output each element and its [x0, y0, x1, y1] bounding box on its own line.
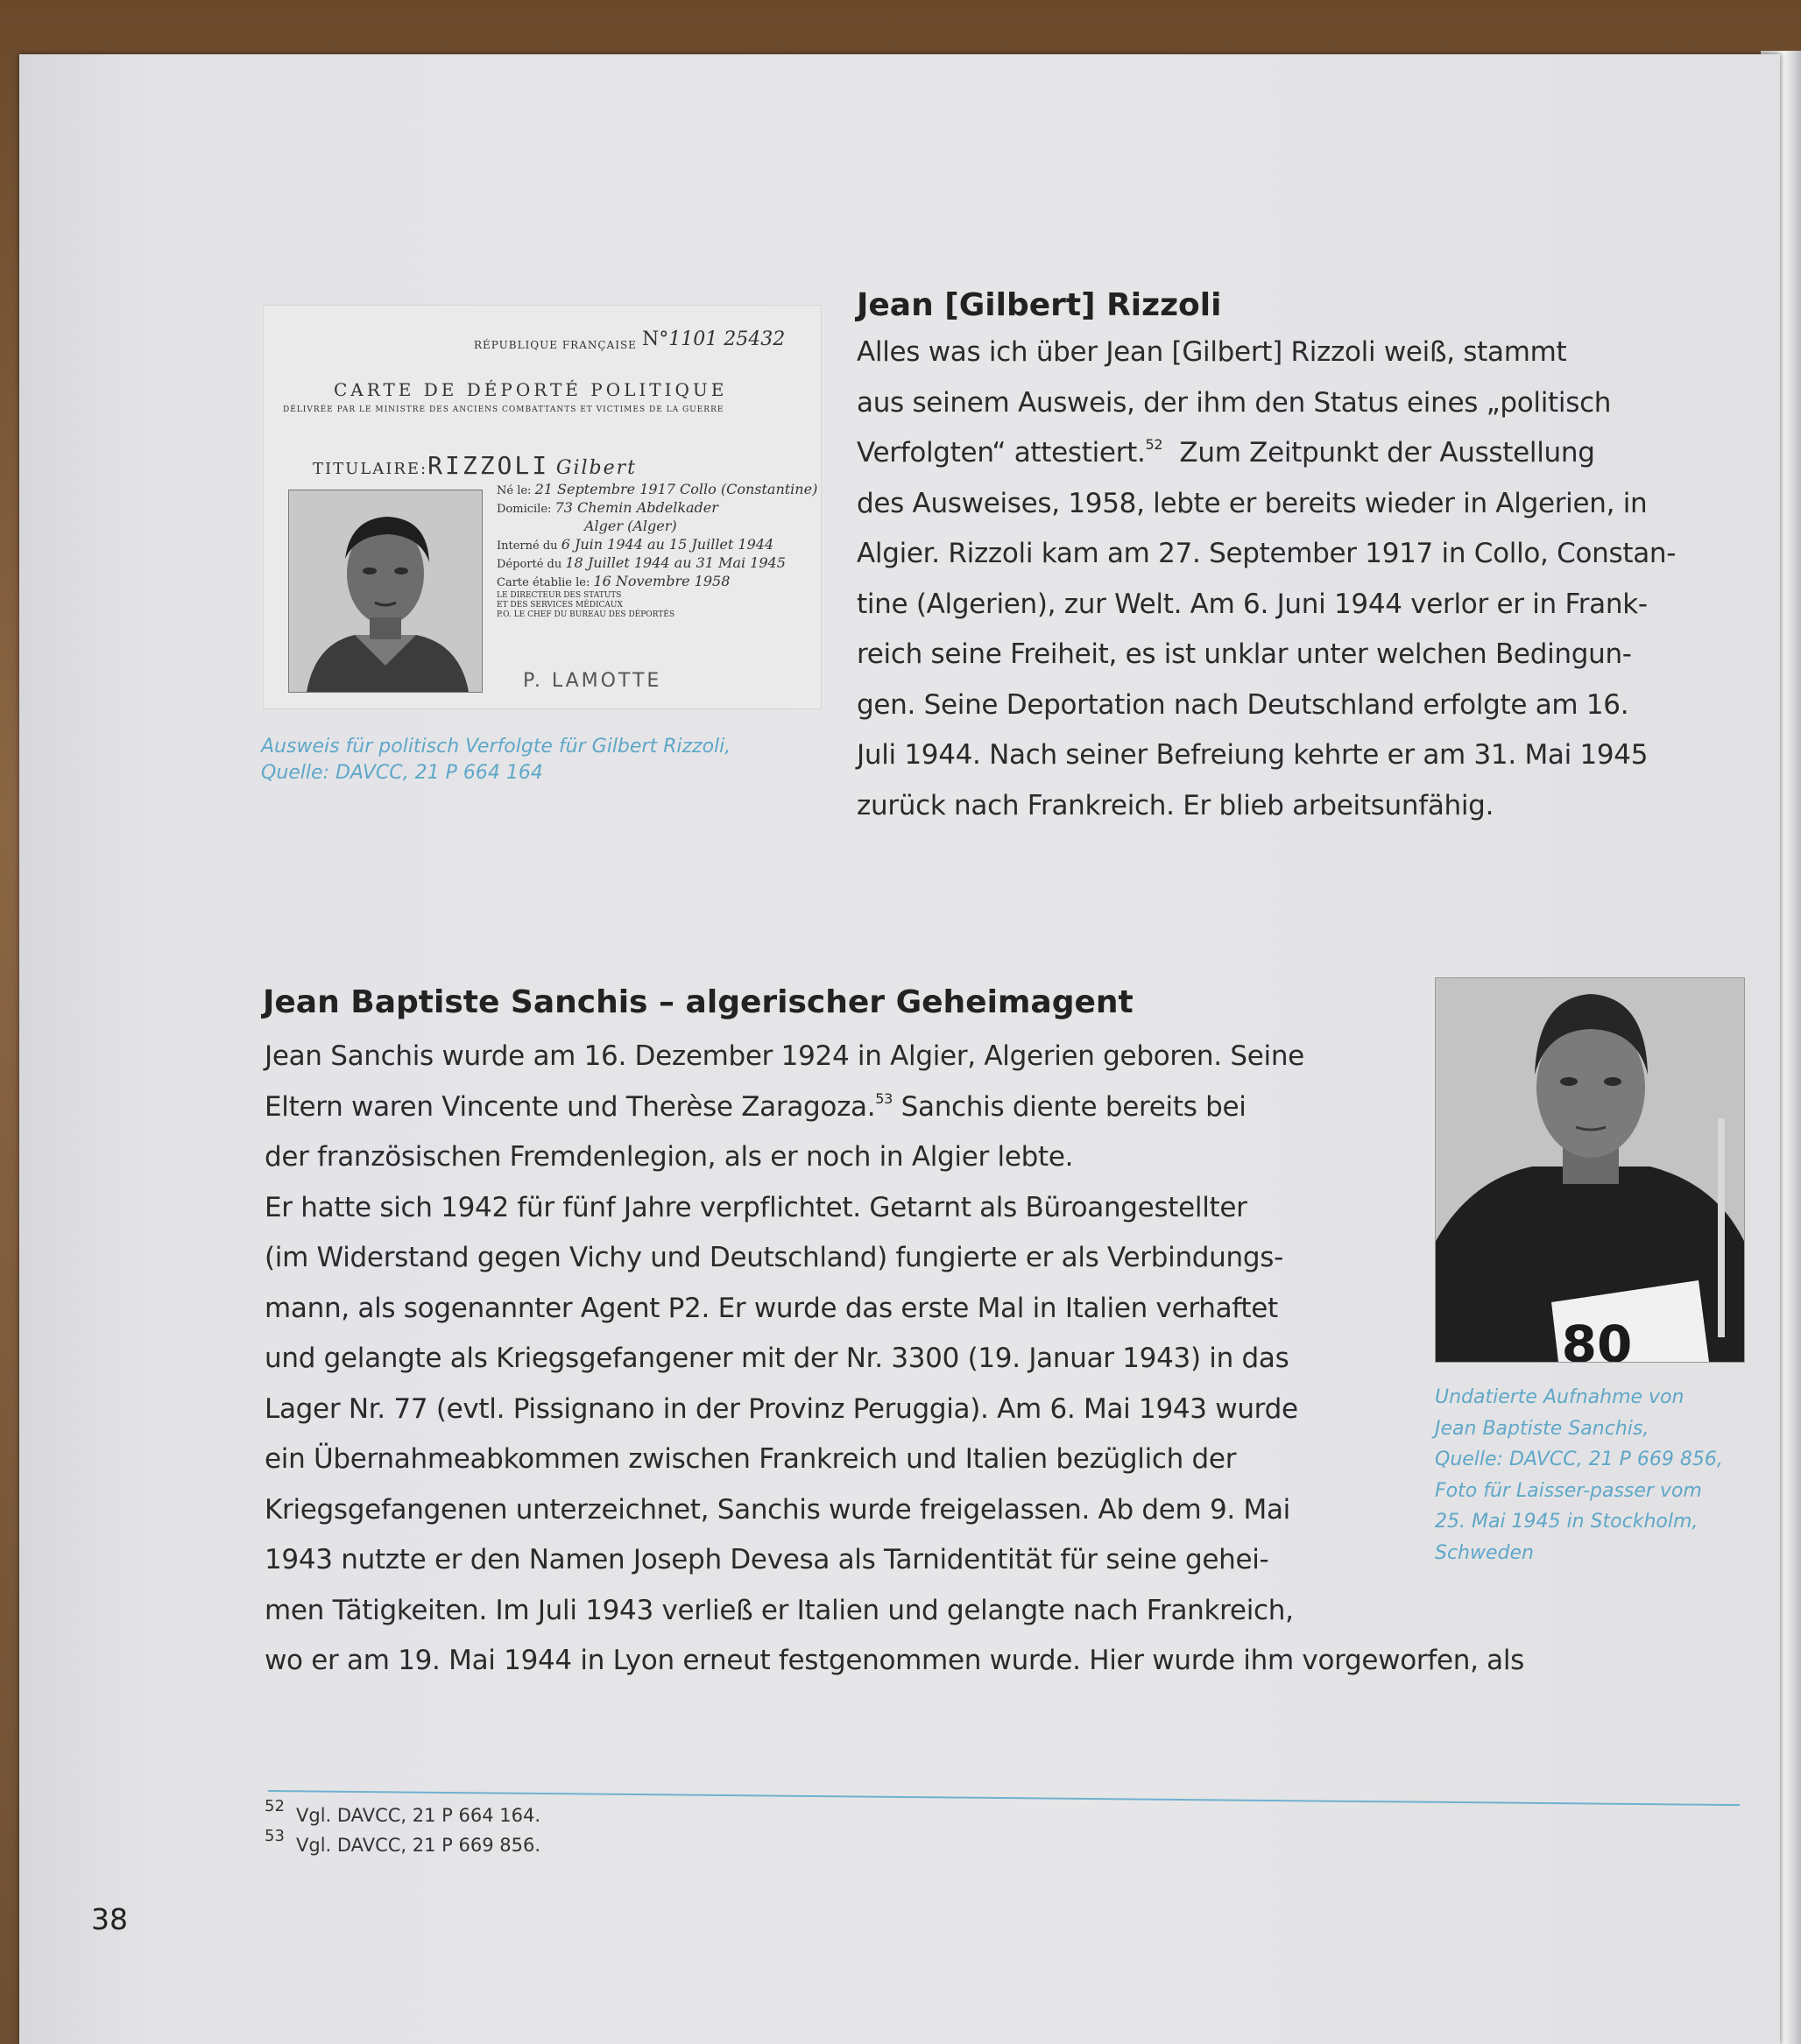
caption-line: Schweden: [1435, 1541, 1534, 1564]
text-line: Alles was ich über Jean [Gilbert] Rizzoli weiß, stammt: [857, 336, 1567, 368]
card-republic: RÉPUBLIQUE FRANÇAISE: [474, 339, 637, 351]
text-line: men Tätigkeiten. Im Juli 1943 verließ er Italien und gelangte nach Frankreich,: [265, 1594, 1294, 1626]
id-card-caption: [261, 734, 731, 786]
card-field-row: [497, 536, 812, 554]
caption-line: Ausweis für politisch Verfolgte für Gilbert Rizzoli,: [261, 736, 731, 758]
card-field-label: Carte établie le:: [497, 576, 590, 589]
text-fragment: Eltern waren Vincente und Therèse Zaragoza.: [265, 1090, 876, 1123]
card-field-label: Déporté du: [497, 558, 562, 571]
sanchis-figure: [1436, 978, 1744, 1362]
text-fragment: Verfolgten“ attestiert.: [857, 437, 1146, 469]
footnote-text: Vgl. DAVCC, 21 P 664 164.: [296, 1805, 540, 1826]
caption-line: Foto für Laisser-passer vom: [1435, 1479, 1702, 1502]
footnote-ref-52[interactable]: 52: [1145, 436, 1163, 453]
rizzoli-heading: Jean [Gilbert] Rizzoli: [857, 287, 1222, 323]
card-number-prefix: N°: [642, 328, 669, 350]
card-field-label: Interné du: [497, 539, 558, 553]
card-field-row: [497, 499, 812, 518]
card-field-label: ET DES SERVICES MÉDICAUX: [497, 601, 623, 610]
text-line: des Ausweises, 1958, lebte er bereits wieder in Algerien, in: [857, 487, 1648, 519]
card-issuer: DÉLIVRÉE PAR LE MINISTRE DES ANCIENS COMBATTANTS ET VICTIMES DE LA GUERRE: [283, 405, 724, 414]
caption-line: Quelle: DAVCC, 21 P 664 164: [261, 762, 543, 784]
card-field-label: LE DIRECTEUR DES STATUTS: [497, 591, 622, 600]
card-holder: [313, 451, 637, 480]
card-number-value: 1101 25432: [668, 328, 786, 350]
card-holder-name: RIZZOLI: [427, 451, 550, 480]
footnote-53: [265, 1827, 540, 1860]
page-number: 38: [91, 1902, 128, 1936]
card-field-value: 73 Chemin Abdelkader: [554, 499, 718, 516]
card-field-row: [497, 610, 812, 620]
rizzoli-body: [857, 328, 1750, 831]
sanchis-heading: Jean Baptiste Sanchis – algerischer Geheimagent: [263, 984, 1134, 1020]
card-number: [642, 328, 785, 350]
card-signer: P. LAMOTTE: [523, 670, 662, 692]
text-line: Er hatte sich 1942 für fünf Jahre verpflichtet. Getarnt als Büroangestellter: [265, 1191, 1247, 1223]
text-line: zurück nach Frankreich. Er blieb arbeitsunfähig.: [857, 789, 1494, 821]
card-holder-label: TITULAIRE:: [313, 460, 428, 478]
card-holder-first: Gilbert: [555, 457, 637, 479]
text-line: tine (Algerien), zur Welt. Am 6. Juni 1944 verlor er in Frank-: [857, 588, 1648, 620]
text-line: Lager Nr. 77 (evtl. Pissignano in der Provinz Peruggia). Am 6. Mai 1943 wurde: [265, 1392, 1298, 1425]
card-field-label: P.O. LE CHEF DU BUREAU DES DÉPORTÉS: [497, 610, 675, 619]
text-line: der französischen Fremdenlegion, als er noch in Algier lebte.: [265, 1141, 1074, 1173]
photo-sign-number: 80: [1561, 1315, 1633, 1362]
card-field-value: 16 Novembre 1958: [593, 573, 731, 589]
caption-line: Jean Baptiste Sanchis,: [1435, 1417, 1649, 1440]
card-field-row: [497, 601, 812, 610]
footnote-ref-53[interactable]: 53: [875, 1089, 893, 1107]
card-field-value: 21 Septembre 1917 Collo (Constantine): [534, 481, 818, 497]
footnote-text: Vgl. DAVCC, 21 P 669 856.: [296, 1835, 540, 1856]
card-field-value: Alger (Alger): [584, 518, 677, 534]
card-field-row: [497, 481, 818, 499]
card-portrait-photo: [288, 490, 483, 693]
card-field-value: 6 Juin 1944 au 15 Juillet 1944: [561, 536, 774, 553]
sanchis-photo: [1435, 977, 1745, 1363]
footnotes: [265, 1797, 540, 1860]
caption-line: 25. Mai 1945 in Stockholm,: [1435, 1511, 1699, 1533]
text-line: aus seinem Ausweis, der ihm den Status eines „politisch: [857, 386, 1612, 419]
card-field-value: 18 Juillet 1944 au 31 Mai 1945: [565, 554, 786, 571]
text-line: mann, als sogenannter Agent P2. Er wurde das erste Mal in Italien verhaftet: [265, 1292, 1278, 1324]
portrait-figure: [289, 490, 482, 692]
card-fields: [497, 481, 818, 620]
footnote-number: 53: [265, 1827, 285, 1845]
text-line: reich seine Freiheit, es ist unklar unter welchen Bedingun-: [857, 638, 1632, 670]
text-line: [857, 428, 1750, 479]
text-line: 1943 nutzte er den Namen Joseph Devesa als Tarnidentität für seine gehei-: [265, 1544, 1269, 1575]
text-line: ein Übernahmeabkommen zwischen Frankreich und Italien bezüglich der: [265, 1443, 1237, 1475]
card-field-row: [497, 591, 812, 601]
card-field-label: Domicile:: [497, 503, 552, 516]
text-line: Kriegsgefangenen unterzeichnet, Sanchis wurde freigelassen. Ab dem 9. Mai: [265, 1493, 1290, 1526]
card-field-row: [497, 518, 812, 536]
text-fragment: Sanchis diente bereits bei: [900, 1090, 1247, 1123]
text-line: und gelangte als Kriegsgefangener mit der Nr. 3300 (19. Januar 1943) in das: [265, 1343, 1289, 1374]
footnote-52: [265, 1797, 540, 1830]
text-line: Juli 1944. Nach seiner Befreiung kehrte er am 31. Mai 1945: [857, 739, 1649, 771]
text-line: Algier. Rizzoli kam am 27. September 1917 in Collo, Constan-: [857, 538, 1677, 569]
text-line: gen. Seine Deportation nach Deutschland erfolgte am 16.: [857, 688, 1629, 721]
text-line: wo er am 19. Mai 1944 in Lyon erneut festgenommen wurde. Hier wurde ihm vorgeworfen, als: [265, 1645, 1525, 1676]
text-fragment: Zum Zeitpunkt der Ausstellung: [1179, 437, 1595, 469]
deportee-id-card: [263, 305, 822, 709]
text-line: Jean Sanchis wurde am 16. Dezember 1924 in Algier, Algerien geboren. Seine: [265, 1040, 1304, 1072]
sanchis-caption: [1435, 1382, 1723, 1568]
footnote-number: 52: [265, 1797, 285, 1815]
card-title: CARTE DE DÉPORTÉ POLITIQUE: [334, 379, 728, 400]
card-field-row: [497, 554, 812, 573]
card-field-label: Né le:: [497, 484, 532, 497]
text-line: (im Widerstand gegen Vichy und Deutschland) fungierte er als Verbindungs-: [265, 1242, 1283, 1273]
caption-line: Quelle: DAVCC, 21 P 669 856,: [1435, 1448, 1723, 1470]
card-field-row: [497, 573, 812, 591]
caption-line: Undatierte Aufnahme von: [1435, 1386, 1684, 1408]
